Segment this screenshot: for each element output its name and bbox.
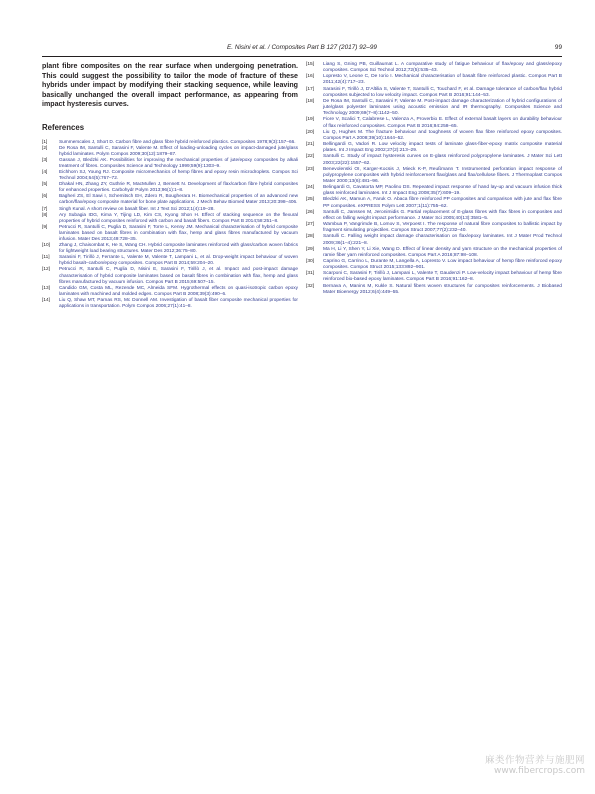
reference-text[interactable]: Scarponi C, Sarasini F, Tirillò J, Lampani L, Valente T, Gaudenzi P. Low-velocity impact behaviour of hemp fibre reinforced bio-based epoxy laminates. Compos Part B 2016;91:162–8. <box>323 271 562 283</box>
reference-number: [5] <box>42 182 48 188</box>
reference-item[interactable] <box>306 185 562 197</box>
reference-list-right <box>306 62 562 296</box>
reference-number: [11] <box>42 255 50 261</box>
reference-item[interactable] <box>306 130 562 142</box>
running-header <box>42 44 562 56</box>
reference-item[interactable] <box>306 234 562 246</box>
reference-text[interactable]: Santulli C, Janssen M, Jeronimidis G. Partial replacement of E-glass fibres with flax fibres in composites and effect on falling weight impact performance. J Mater Sci 2005;40(13):3581–5. <box>323 209 562 221</box>
reference-item[interactable] <box>42 213 298 225</box>
reference-number: [17] <box>306 86 315 92</box>
reference-item[interactable] <box>306 210 562 222</box>
reference-number: [22] <box>306 154 315 160</box>
reference-text[interactable]: Santulli C. Falling weight impact damage characterisation on flax/epoxy laminates. Int J Mater Prod Technol 2009;36(1–4):221–8. <box>323 234 562 246</box>
reference-text[interactable]: Belingardi G, Cavatorta MP, Paolino DS. Repeated impact response of hand lay-up and vacuum infusion thick glass reinforced laminates. Int J Impact Eng 2008;35(7):609–19. <box>323 185 562 197</box>
reference-text[interactable]: Dhakal HN, Zhang ZY, Guthrie R, MacMullen J, Bennett N. Development of flax/carbon fibre hybrid composites for enhanced properties. Carbohydr Polym 2013;96(1):1–8. <box>59 182 298 194</box>
reference-number: [31] <box>306 271 315 277</box>
reference-item[interactable] <box>42 267 298 285</box>
reference-item[interactable] <box>42 243 298 255</box>
reference-item[interactable] <box>42 255 298 267</box>
reference-item[interactable] <box>306 247 562 259</box>
reference-number: [1] <box>42 139 48 145</box>
reference-text[interactable]: Zhang J, Chaisombat K, He S, Wang CH. Hybrid composite laminates reinforced with glass/carbon woven fabrics for lightweight load bearing structures. Mater Des 2012;36:75–80. <box>59 243 298 255</box>
page-number: 99 <box>554 44 562 51</box>
reference-item[interactable] <box>306 222 562 234</box>
reference-number: [7] <box>42 206 48 212</box>
reference-text[interactable]: Lopresto V, Leone C, De Iorio I. Mechanical characterisation of basalt fibre reinforced plastic. Compos Part B 2011;42(4):717–23. <box>323 74 562 86</box>
reference-item[interactable] <box>306 284 562 296</box>
reference-text[interactable]: Fiore V, Scalici T, Calabrese L, Valenza A, Proverbio E. Effect of external basalt layers on durability behaviour of flax reinforced composites. Compos Part B 2016;84:258–65. <box>323 117 562 129</box>
reference-number: [23] <box>306 166 315 172</box>
reference-text[interactable]: De Rosa IM, Santulli C, Sarasini F, Valente M. Effect of loading-unloading cycles on impact-damaged jute/glass hybrid laminates. Polym Compos 2009;30(12):1879–87. <box>59 145 298 157</box>
reference-number: [20] <box>306 129 315 135</box>
reference-item[interactable] <box>306 197 562 209</box>
reference-item[interactable] <box>42 194 298 206</box>
reference-item[interactable] <box>306 74 562 86</box>
reference-item[interactable] <box>306 99 562 117</box>
reference-text[interactable]: Bellingardi G, Vadori R. Low velocity impact tests of laminate glass-fiber-epoxy matrix composite material plates. Int J Impact Eng 2002;27(2):213–29. <box>323 142 562 154</box>
reference-text[interactable]: Singh Kunal. A short review on basalt fiber. Int J Text Sci 2012;1(4):19–28. <box>59 206 215 212</box>
reference-text[interactable]: Summerscales J, Short D. Carbon fibre and glass fibre hybrid reinforced plastics. Composites 1978;9(3):157–66. <box>59 139 296 145</box>
reference-text[interactable]: Petrucci R, Santulli C, Puglia D, Sarasini F, Torre L, Kenny JM. Mechanical characterisation of hybrid composite laminates based on basalt fibres in combination with flax, hemp and glass fibres manufactured by vacuum infusion. Mater Des 2013;49:728–35. <box>59 224 298 242</box>
references-heading: References <box>42 122 85 132</box>
reference-item[interactable] <box>306 117 562 129</box>
reference-text[interactable]: Petrucci R, Santulli C, Puglia D, Nisini E, Sarasini F, Tirillò J, et al. Impact and post-impact damage characterisation of hybrid composite laminates based on basalt fibres in combination with flax, hemp and glass fibres manufactured by vacuum infusion. Compos Part B 2015;69:507–15. <box>59 267 298 285</box>
reference-number: [4] <box>42 169 48 175</box>
reference-number: [8] <box>42 212 48 218</box>
reference-number: [28] <box>306 234 315 240</box>
reference-number: [19] <box>306 117 315 123</box>
reference-text[interactable]: Santulli C. Study of impact hysteresis curves on E-glass reinforced polypropylene laminates. J Mater Sci Lett 2003;22(22):1557–62. <box>323 154 562 166</box>
reference-number: [18] <box>306 98 315 104</box>
reference-number: [26] <box>306 209 315 215</box>
reference-list-left <box>42 140 298 311</box>
reference-item[interactable] <box>306 62 562 74</box>
reference-number: [27] <box>306 222 315 228</box>
reference-item[interactable] <box>42 146 298 158</box>
left-column <box>42 62 298 310</box>
reference-text[interactable]: Ary Subagia IDG, Kima Y, Tijing LD, Kim CS, Kyong Shon H. Effect of stacking sequence on the flexural properties of hybrid composites reinforced with carbon and basalt fibers. Compos Part B 2014;58:251–8. <box>59 212 298 224</box>
reference-item[interactable] <box>306 154 562 166</box>
reference-text[interactable]: De Rosa IM, Santulli C, Sarasini F, Valente M. Post-impact damage characterization of hybrid configurations of jute/glass polyester laminates using acoustic emission and IR thermography. Composites Science and Technology 2009;69(7–8):1142–50. <box>323 98 562 117</box>
reference-text[interactable]: Eichhorn SJ, Young RJ. Composite micromechanics of hemp fibres and epoxy resin microdroplets. Compos Sci Technol 2004;64(5):767–72. <box>59 169 298 182</box>
reference-text[interactable]: Bagheri ZS, El Sawi I, Schemitsch EH, Zdero R, Bougherara H. Biomechanical properties of an advanced new carbon/flax/epoxy composite material for bone plate applications. J Mech Behav Biomed Mater 2013;20:398–406. <box>59 194 298 206</box>
reference-text[interactable]: Gassan J, Bledzki AK. Possibilities for improving the mechanical properties of jute/epoxy composites by alkali treatment of fibres. Composites Science and Technology 1999;59(9):1303–9. <box>59 157 298 169</box>
reference-text[interactable]: Sarasini F, Tirillò J, D'Altilia S, Valente T, Santulli C, Touchard F, et al. Damage tolerance of carbon/flax hybrid composites subjected to low velocity impact. Compos Part B 2016;91:144–53. <box>323 86 562 98</box>
reference-number: [25] <box>306 197 315 203</box>
reference-item[interactable] <box>42 158 298 170</box>
reference-text[interactable]: Candido GM, Costa ML, Rezende MC, Almeida SFM. Hygrothermal effects on quasi-isotropic carbon epoxy laminates with machined and molded edges. Compos Part B 2008;39(3):490–6. <box>59 285 298 297</box>
reference-item[interactable] <box>306 142 562 154</box>
reference-item[interactable] <box>306 259 562 271</box>
reference-number: [30] <box>306 259 315 264</box>
reference-item[interactable] <box>42 225 298 243</box>
reference-text[interactable]: Caprino G, Carrino L, Durante M, Langella A, Lopresto V. Low impact behaviour of hemp fibre reinforced epoxy composites. Compos Struct 2015;133:892–901. <box>323 259 562 271</box>
reference-number: [10] <box>42 243 50 249</box>
reference-item[interactable] <box>42 182 298 194</box>
right-column <box>306 62 562 296</box>
reference-item[interactable] <box>42 286 298 298</box>
reference-item[interactable] <box>306 271 562 283</box>
reference-text[interactable]: Wambua P, Vangrimde B, Lomov S, Verpoest I. The response of natural fibre composites to ballistic impact by fragment simulating projectiles. Compos Struct 2007;77(2):232–40. <box>323 222 562 234</box>
reference-text[interactable]: Bernava A, Manins M, Kukle S. Natural fibers woven structures for composites reinforcements. J Biobased Mater Bioenergy 2012;6(4):449–55. <box>323 283 562 295</box>
reference-text[interactable]: Sarasini F, Tirillò J, Ferrante L, Valente M, Valente T, Lampani L, et al. Drop-weight impact behaviour of woven hybrid basalt–carbon/epoxy composites. Compos Part B 2014;59:204–20. <box>59 255 298 267</box>
reference-item[interactable] <box>42 298 298 310</box>
conclusion-paragraph: plant fibre composites on the rear surface when undergoing penetration. This could suggest the possibility to tailor the mode of fracture of these hybrids under impact by modifying their stacking sequence, while leaving basically unchanged the overall impact performance, as appearing from impact hysteresis curves. <box>42 62 298 108</box>
reference-number: [12] <box>42 267 50 273</box>
site-watermark <box>435 752 585 776</box>
reference-number: [9] <box>42 224 48 230</box>
reference-number: [29] <box>306 246 315 252</box>
journal-citation: E. Nisini et al. / Composites Part B 127 (2017) 92–99 <box>227 44 377 51</box>
reference-number: [16] <box>306 74 315 80</box>
reference-item[interactable] <box>306 87 562 99</box>
watermark-chinese: 麻类作物营养与施肥网 <box>484 755 585 766</box>
reference-text[interactable]: Liang S, Gning PB, Guillaumat L. A comparative study of fatigue behaviour of flax/epoxy and glass/epoxy composites. Compos Sci Technol 2012;72(5):535–43. <box>323 62 562 74</box>
reference-text[interactable]: Bledzki AK, Mamun A, Faruk O. Abaca fibre reinforced PP composites and comparison with jute and flax fibre PP composites. eXPRESS Polym Lett 2007;1(11):755–62. <box>323 197 562 209</box>
reference-number: [14] <box>42 297 50 303</box>
reference-number: [2] <box>42 145 48 151</box>
header-rule <box>42 56 562 57</box>
reference-number: [6] <box>42 194 48 200</box>
reference-text[interactable]: Benevolenski OI, Karger-Kocsis J, Mieck K-P, Reußmann T. Instrumented perforation impact response of polypropylene composites with hybrid reinforcement flax/glass and flax/cellulose fibers. J Thermoplast Compos Mater 2000;13(6):481–96. <box>323 166 562 184</box>
reference-number: [24] <box>306 185 315 191</box>
reference-text[interactable]: Liu Q, Hughes M. The fracture behaviour and toughness of woven flax fibre reinforced epoxy composites. Compos Part A 2008;39(10):1644–52. <box>323 129 562 141</box>
reference-number: [32] <box>306 283 315 289</box>
reference-item[interactable] <box>306 167 562 185</box>
reference-number: [15] <box>306 62 315 67</box>
watermark-url: www.fibercrops.com <box>494 766 585 776</box>
reference-text[interactable]: Ma H, Li Y, Shen Y, Li Xie, Wang D. Effect of linear density and yarn structure on the mechanical properties of ramie fiber yarn reinforced composites. Compos Part A 2016;87:98–108. <box>323 246 562 258</box>
reference-number: [21] <box>306 142 315 148</box>
reference-text[interactable]: Liu Q, Shaw MT, Parnas RS, Mc Donnell AM. Investigation of basalt fiber composite mechanical properties for applications in transportation. Polym Compos 2006;27(1):41–8. <box>59 297 298 310</box>
reference-number: [3] <box>42 157 48 163</box>
reference-number: [13] <box>42 285 50 291</box>
reference-item[interactable] <box>42 170 298 182</box>
